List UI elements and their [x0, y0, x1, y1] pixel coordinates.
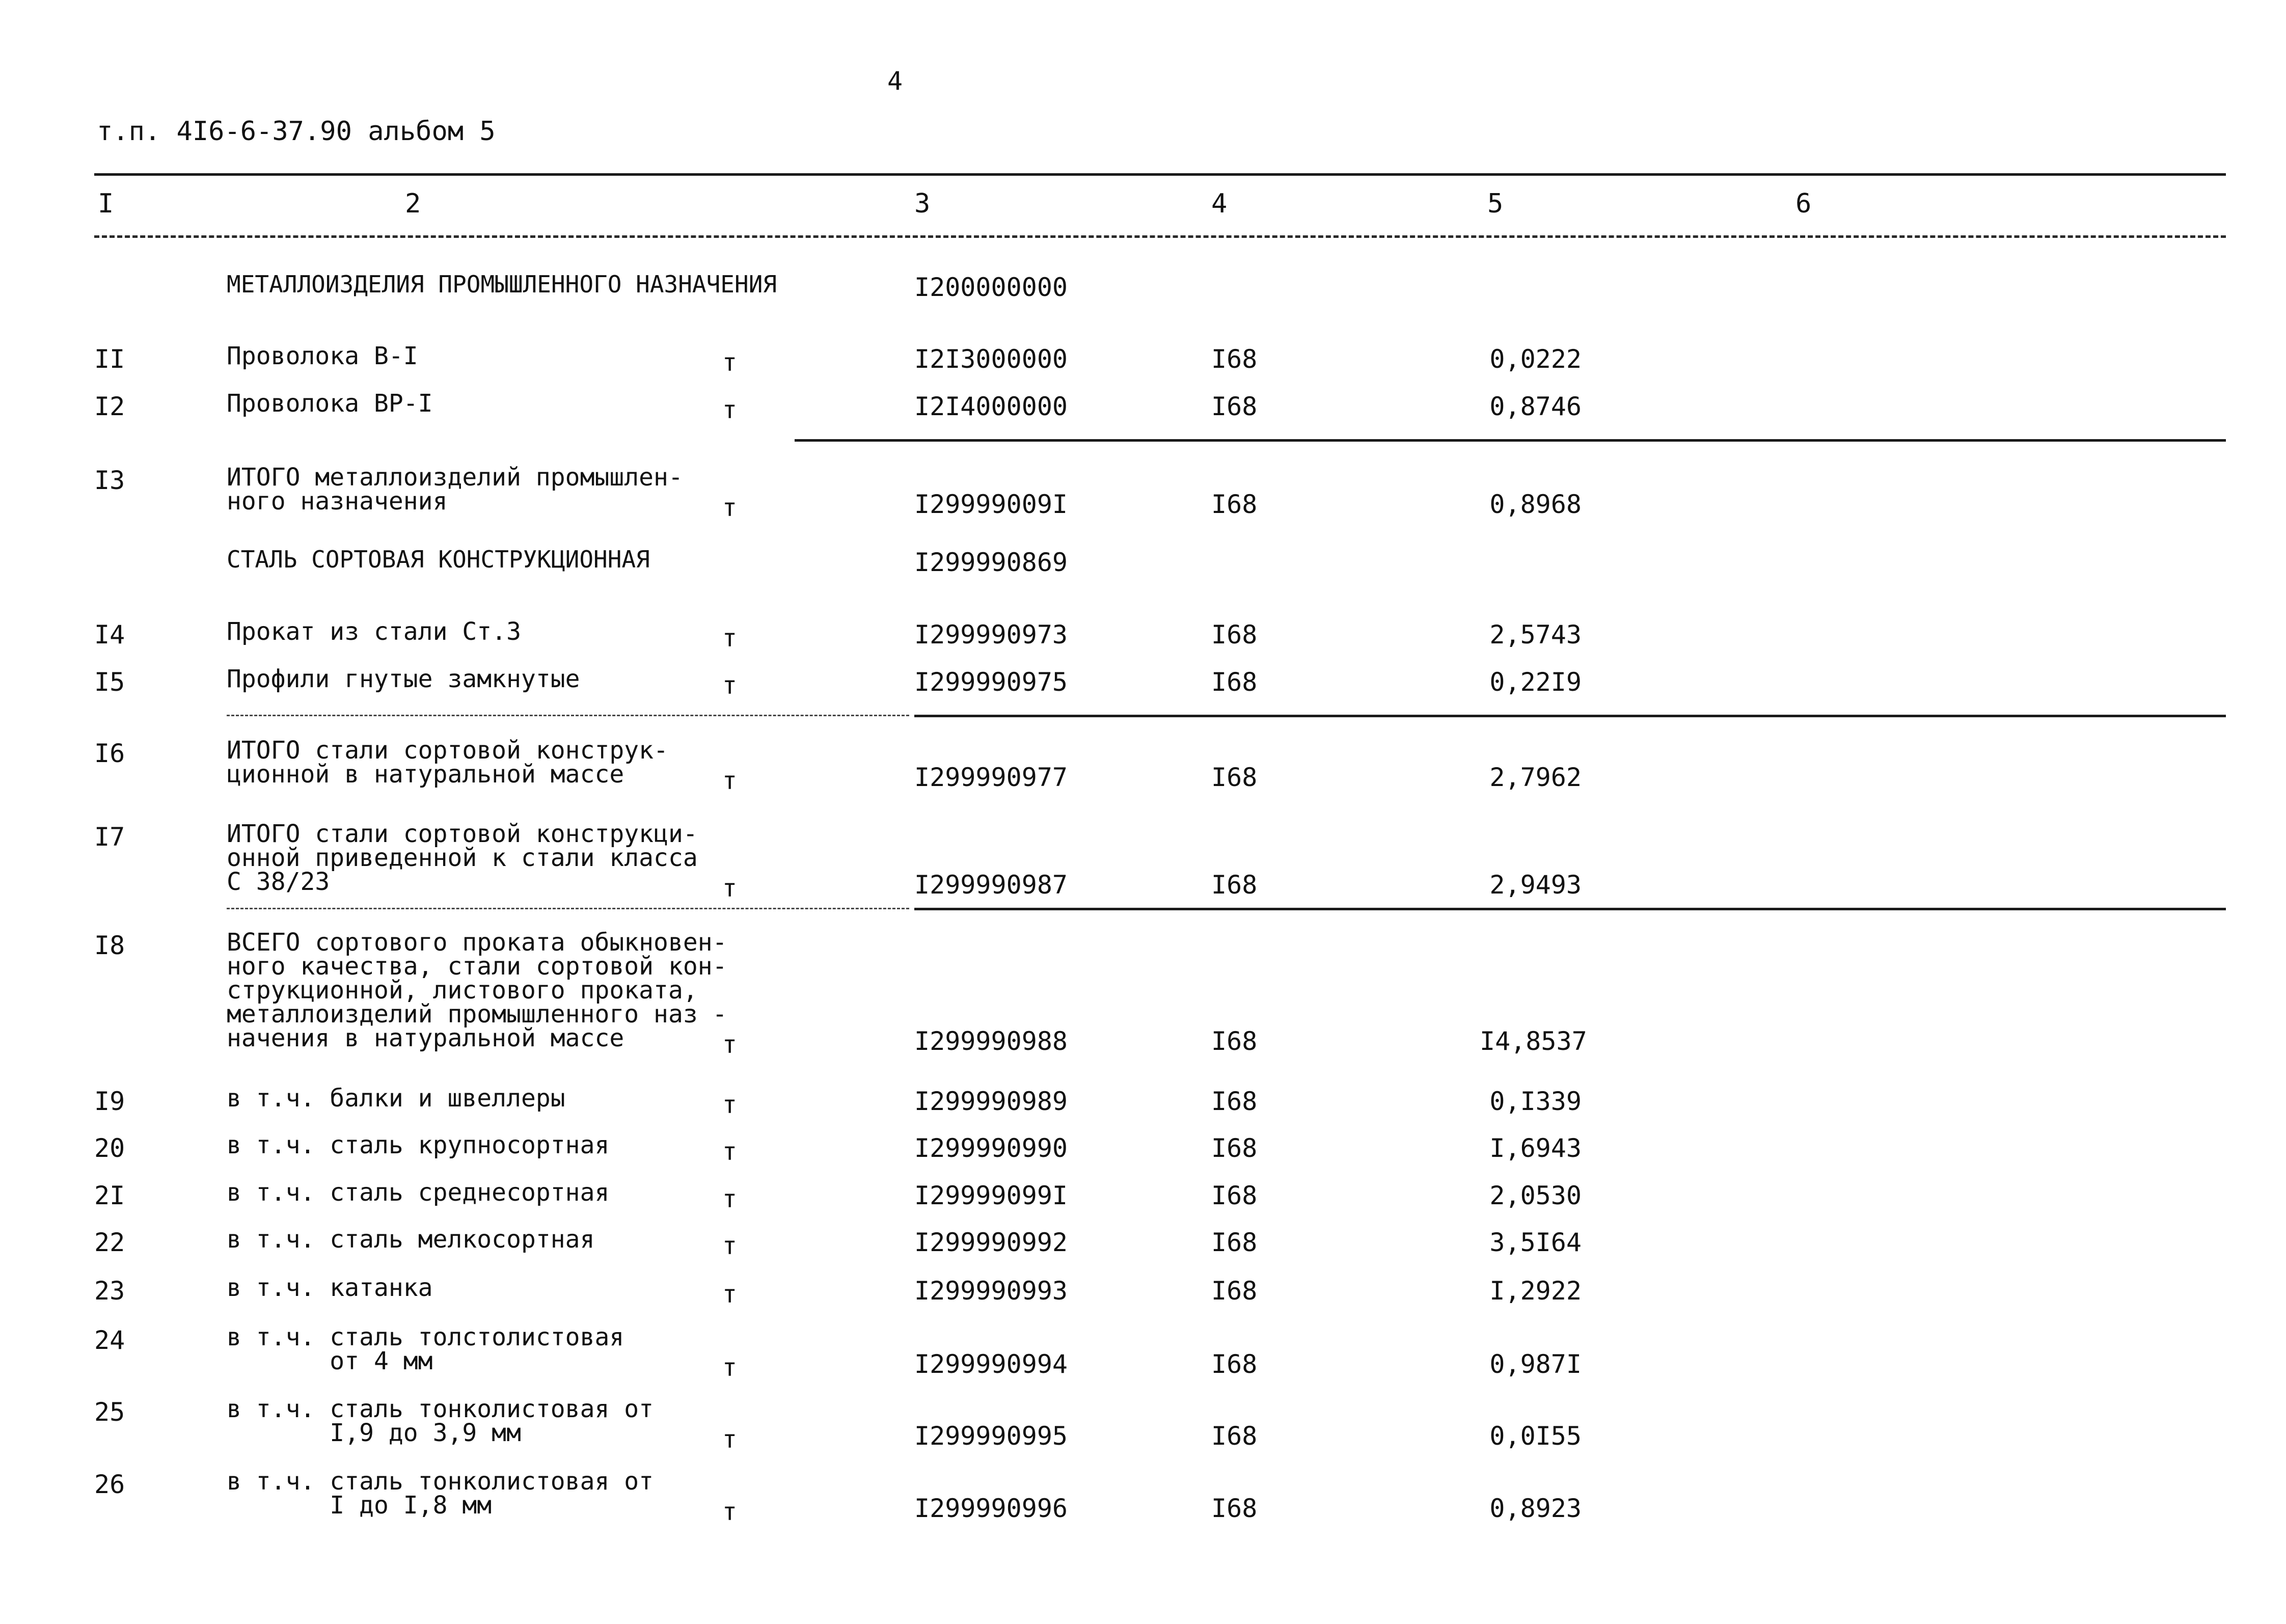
row-number: I9 [94, 1087, 125, 1116]
row-name-line: начения в натуральной массе [227, 1024, 624, 1052]
row-name-line: струкционной, листового проката, [227, 976, 698, 1005]
row-name-line: ного назначения [227, 487, 448, 516]
row-measure: I68 [1211, 1087, 1258, 1116]
row-name-line: I до I,8 мм [227, 1491, 492, 1520]
row-value: I,6943 [1489, 1133, 1582, 1163]
row-measure: I68 [1211, 1026, 1258, 1056]
row-measure: I68 [1211, 344, 1258, 374]
row-measure: I68 [1211, 620, 1258, 649]
row-name [227, 463, 683, 516]
row-name-line: металлоизделий промышленного наз - [227, 1000, 727, 1028]
row-code: I299990977 [914, 763, 1068, 792]
row-name-line: в т.ч. сталь среднесортная [227, 1178, 610, 1207]
row-name-line: ИТОГО металлоизделий промышлен- [227, 463, 683, 492]
row-name [227, 1397, 654, 1445]
row-name-line: в т.ч. сталь крупносортная [227, 1131, 610, 1159]
row-measure: I68 [1211, 763, 1258, 792]
row-unit: т [722, 1498, 737, 1526]
section-code: I200000000 [914, 273, 1068, 302]
row-value: 2,9493 [1489, 870, 1582, 900]
row-code: I299990973 [914, 620, 1068, 649]
row-code: I299990989 [914, 1087, 1068, 1116]
row-name-line: ИТОГО стали сортовой конструкци- [227, 820, 698, 848]
subtotal-rule-2a [227, 715, 909, 716]
row-unit: т [722, 1280, 737, 1309]
row-name-line: I,9 до 3,9 мм [227, 1419, 521, 1447]
row-name-line: Профили гнутые замкнутые [227, 665, 580, 693]
row-code: I299990988 [914, 1026, 1068, 1056]
document-reference: т.п. 4I6-6-37.90 альбом 5 [97, 116, 496, 147]
row-name [227, 344, 418, 368]
row-name-line: в т.ч. сталь тонколистовая от [227, 1395, 654, 1423]
row-number: 23 [94, 1276, 125, 1306]
col-header-1: I [98, 188, 114, 219]
row-code: I299990987 [914, 870, 1068, 900]
row-code: I2I3000000 [914, 344, 1068, 374]
page-number: 4 [887, 66, 903, 96]
row-code: I2I4000000 [914, 392, 1068, 421]
row-name [227, 617, 521, 646]
row-measure: I68 [1211, 1276, 1258, 1306]
row-unit: т [722, 396, 737, 424]
row-unit: т [722, 494, 737, 522]
total-rule-a [227, 908, 909, 909]
row-name-line: в т.ч. сталь тонколистовая от [227, 1467, 654, 1496]
row-unit: т [722, 767, 737, 795]
row-unit: т [722, 1185, 737, 1213]
row-name [227, 667, 580, 691]
row-value: 0,987I [1489, 1349, 1582, 1379]
row-unit: т [722, 1031, 737, 1059]
row-name-line: онной приведенной к стали класса [227, 844, 698, 872]
row-name-line: Проволока В-I [227, 342, 418, 370]
row-name-line: в т.ч. сталь толстолистовая [227, 1323, 624, 1351]
section-code: I299990869 [914, 548, 1068, 577]
row-value: 0,I339 [1489, 1087, 1582, 1116]
row-measure: I68 [1211, 490, 1258, 519]
row-unit: т [722, 1091, 737, 1119]
header-top-rule [94, 173, 2226, 176]
row-number: 22 [94, 1228, 125, 1257]
row-name [227, 1084, 565, 1113]
row-name-line: ВСЕГО сортового проката обыкновен- [227, 928, 727, 957]
row-measure: I68 [1211, 392, 1258, 421]
subtotal-rule-2b [914, 715, 2226, 717]
row-name-line: ИТОГО стали сортовой конструк- [227, 736, 668, 765]
row-value: 3,5I64 [1489, 1228, 1582, 1257]
row-number: I2 [94, 392, 125, 421]
row-code: I299990990 [914, 1133, 1068, 1163]
row-number: I4 [94, 620, 125, 649]
row-number: I3 [94, 466, 125, 495]
row-name [227, 822, 698, 894]
row-measure: I68 [1211, 1349, 1258, 1379]
row-name-line: Прокат из стали Ст.3 [227, 617, 521, 646]
row-code: I299990992 [914, 1228, 1068, 1257]
row-number: 20 [94, 1133, 125, 1163]
row-unit: т [722, 1138, 737, 1166]
row-name-line: ционной в натуральной массе [227, 760, 624, 789]
row-unit: т [722, 348, 737, 377]
row-code: I299990996 [914, 1494, 1068, 1523]
row-measure: I68 [1211, 1181, 1258, 1210]
row-number: I8 [94, 931, 125, 960]
section-title: МЕТАЛЛОИЗДЕЛИЯ ПРОМЫШЛЕННОГО НАЗНАЧЕНИЯ [227, 270, 777, 298]
row-name-line: от 4 мм [227, 1347, 433, 1375]
row-measure: I68 [1211, 667, 1258, 697]
row-unit: т [722, 874, 737, 903]
row-name [227, 1467, 654, 1520]
row-value: 0,0222 [1489, 344, 1582, 374]
row-value: 0,8923 [1489, 1494, 1582, 1523]
section-title: СТАЛЬ СОРТОВАЯ КОНСТРУКЦИОННАЯ [227, 546, 650, 573]
col-header-3: 3 [914, 188, 931, 219]
row-name-line: С 38/23 [227, 868, 330, 896]
col-header-2: 2 [405, 188, 421, 219]
total-rule-b [914, 908, 2226, 910]
row-name [227, 389, 433, 418]
row-name [227, 736, 668, 789]
col-header-6: 6 [1795, 188, 1812, 219]
row-value: I,2922 [1489, 1276, 1582, 1306]
row-code: I299990994 [914, 1349, 1068, 1379]
row-value: I4,8537 [1480, 1026, 1587, 1056]
row-unit: т [722, 1232, 737, 1260]
row-unit: т [722, 671, 737, 700]
col-header-5: 5 [1487, 188, 1504, 219]
row-number: I6 [94, 739, 125, 768]
row-number: II [94, 344, 125, 374]
row-measure: I68 [1211, 1133, 1258, 1163]
row-value: 0,8746 [1489, 392, 1582, 421]
row-value: 2,5743 [1489, 620, 1582, 649]
row-code: I299990993 [914, 1276, 1068, 1306]
row-code: I29999099I [914, 1181, 1068, 1210]
row-number: I7 [94, 822, 125, 852]
row-name-line: в т.ч. катанка [227, 1274, 433, 1302]
row-name [227, 1178, 610, 1207]
row-name [227, 928, 727, 1052]
row-number: 2I [94, 1181, 125, 1210]
row-name-line: в т.ч. балки и швеллеры [227, 1084, 565, 1113]
row-name [227, 1325, 624, 1373]
row-number: 25 [94, 1397, 125, 1427]
row-value: 0,8968 [1489, 490, 1582, 519]
row-name [227, 1133, 609, 1157]
row-code: I299990975 [914, 667, 1068, 697]
row-unit: т [722, 624, 737, 653]
subtotal-rule-1 [795, 439, 2226, 442]
row-value: 2,0530 [1489, 1181, 1582, 1210]
row-value: 2,7962 [1489, 763, 1582, 792]
header-bottom-rule [94, 235, 2226, 238]
row-measure: I68 [1211, 1494, 1258, 1523]
row-code: I29999009I [914, 490, 1068, 519]
row-name-line: ного качества, стали сортовой кон- [227, 952, 727, 981]
row-value: 0,0I55 [1489, 1421, 1582, 1451]
row-number: 24 [94, 1325, 125, 1355]
row-number: 26 [94, 1470, 125, 1499]
row-name-line: Проволока ВР-I [227, 389, 433, 418]
row-measure: I68 [1211, 1421, 1258, 1451]
row-code: I299990995 [914, 1421, 1068, 1451]
row-number: I5 [94, 667, 125, 697]
row-name [227, 1225, 595, 1254]
row-unit: т [722, 1425, 737, 1454]
row-name-line: в т.ч. сталь мелкосортная [227, 1225, 595, 1254]
row-measure: I68 [1211, 870, 1258, 900]
row-measure: I68 [1211, 1228, 1258, 1257]
col-header-4: 4 [1211, 188, 1228, 219]
row-value: 0,22I9 [1489, 667, 1582, 697]
row-name [227, 1276, 433, 1300]
row-unit: т [722, 1354, 737, 1382]
